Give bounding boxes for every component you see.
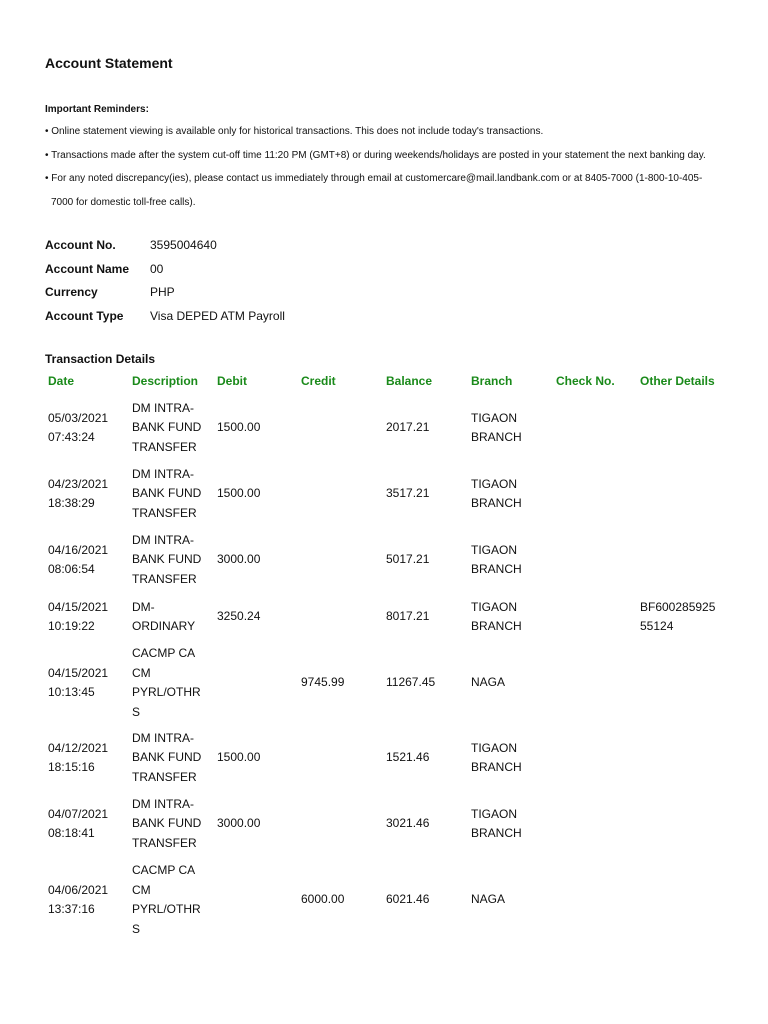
cell-balance	[386, 596, 466, 638]
cell-text: DM INTRA-	[132, 730, 194, 745]
cell-other	[640, 530, 722, 590]
col-header-description: Description	[132, 374, 199, 388]
cell-text: DM INTRA-	[132, 400, 194, 415]
cell-text: 04/23/2021	[48, 476, 109, 491]
cell-date	[48, 644, 128, 722]
cell-text: 10:19:22	[48, 619, 95, 633]
cell-text: S	[132, 921, 141, 936]
cell-check	[556, 398, 636, 458]
cell-text: S	[132, 704, 141, 719]
cell-balance	[386, 728, 466, 788]
cell-balance	[386, 860, 466, 940]
reminders-title: Important Reminders:	[45, 104, 149, 115]
cell-check	[556, 530, 636, 590]
cell-text: 04/07/2021	[48, 806, 109, 821]
account-type-value: Visa DEPED ATM Payroll	[150, 309, 285, 323]
cell-text: TIGAON	[471, 599, 518, 614]
cell-text: TIGAON	[471, 740, 518, 755]
cell-text: DM INTRA-	[132, 466, 194, 481]
table-row	[0, 530, 768, 590]
table-row	[0, 794, 768, 854]
cell-check	[556, 464, 636, 524]
cell-text: BRANCH	[471, 562, 522, 576]
cell-credit	[301, 860, 381, 940]
col-header-branch: Branch	[471, 374, 513, 388]
table-row	[0, 644, 768, 722]
cell-date	[48, 464, 128, 524]
account-name-value: 00	[150, 262, 164, 276]
cell-check	[556, 644, 636, 722]
cell-date	[48, 860, 128, 940]
cell-text: BRANCH	[471, 826, 522, 840]
cell-credit	[301, 728, 381, 788]
cell-text: 11267.45	[386, 675, 436, 690]
cell-other	[640, 794, 722, 854]
cell-text: PYRL/OTHR	[132, 685, 201, 699]
cell-branch	[471, 596, 551, 638]
cell-other	[640, 398, 722, 458]
cell-date	[48, 596, 128, 638]
cell-text: 18:15:16	[48, 760, 95, 774]
cell-text: BANK FUND	[132, 486, 202, 501]
cell-text: TRANSFER	[132, 439, 197, 454]
transaction-details-title: Transaction Details	[45, 352, 156, 366]
account-no-value: 3595004640	[150, 238, 217, 252]
cell-balance	[386, 530, 466, 590]
cell-other	[640, 860, 722, 940]
cell-branch	[471, 860, 551, 940]
cell-text: TRANSFER	[132, 769, 197, 784]
cell-text: 04/12/2021	[48, 740, 109, 755]
cell-text: 3000.00	[217, 552, 261, 567]
account-name-label: Account Name	[45, 262, 130, 276]
reminder-item: • Online statement viewing is available only for historical transactions. This does not include today's transactions.	[45, 126, 544, 137]
account-no-label: Account No.	[45, 238, 116, 252]
cell-date	[48, 794, 128, 854]
cell-text: TIGAON	[471, 542, 518, 557]
cell-check	[556, 794, 636, 854]
cell-text: 1521.46	[386, 750, 430, 765]
cell-desc	[132, 728, 212, 788]
cell-text: BANK FUND	[132, 552, 202, 567]
cell-text: 6021.46	[386, 892, 430, 907]
reminder-item-continuation	[45, 191, 735, 215]
cell-text: 8017.21	[386, 609, 430, 624]
cell-debit	[217, 794, 297, 854]
cell-debit	[217, 530, 297, 590]
cell-debit	[217, 398, 297, 458]
col-header-credit: Credit	[301, 374, 336, 388]
currency-value: PHP	[150, 285, 175, 299]
cell-balance	[386, 794, 466, 854]
cell-branch	[471, 728, 551, 788]
cell-text: NAGA	[471, 675, 506, 690]
cell-text: CACMP CA	[132, 646, 196, 660]
account-type-label: Account Type	[45, 309, 124, 323]
cell-desc	[132, 398, 212, 458]
cell-text: 3000.00	[217, 816, 261, 831]
cell-text: BRANCH	[471, 430, 522, 444]
cell-text: CACMP CA	[132, 863, 196, 877]
cell-other	[640, 728, 722, 788]
cell-balance	[386, 398, 466, 458]
cell-desc	[132, 860, 212, 940]
cell-text: DM INTRA-	[132, 532, 194, 547]
cell-desc	[132, 794, 212, 854]
cell-date	[48, 398, 128, 458]
cell-text: PYRL/OTHR	[132, 902, 201, 916]
cell-credit	[301, 596, 381, 638]
cell-text: 9745.99	[301, 675, 345, 690]
cell-balance	[386, 644, 466, 722]
cell-balance	[386, 464, 466, 524]
cell-check	[556, 596, 636, 638]
cell-text: TRANSFER	[132, 571, 197, 586]
cell-text: TRANSFER	[132, 835, 197, 850]
table-row	[0, 728, 768, 788]
cell-credit	[301, 398, 381, 458]
cell-text: BRANCH	[471, 760, 522, 774]
cell-text: 3021.46	[386, 816, 430, 831]
col-header-balance: Balance	[386, 374, 433, 388]
cell-credit	[301, 464, 381, 524]
cell-credit	[301, 530, 381, 590]
cell-text: CM	[132, 882, 151, 897]
cell-text: BRANCH	[471, 619, 522, 633]
table-row	[0, 596, 768, 638]
cell-text: TIGAON	[471, 410, 518, 425]
col-header-check-no: Check No.	[556, 374, 615, 388]
cell-text: NAGA	[471, 892, 506, 907]
cell-branch	[471, 398, 551, 458]
cell-text: 3517.21	[386, 486, 430, 501]
cell-text: 04/15/2021	[48, 599, 109, 614]
reminder-item: • Transactions made after the system cut-off time 11:20 PM (GMT+8) or during weekends/holidays are posted in your statement the next banking day.	[45, 150, 706, 161]
cell-text: BANK FUND	[132, 420, 202, 435]
cell-text: 04/15/2021	[48, 665, 109, 680]
cell-text: 10:13:45	[48, 685, 95, 699]
cell-debit	[217, 644, 297, 722]
cell-text: DM INTRA-	[132, 796, 194, 811]
col-header-debit: Debit	[217, 374, 247, 388]
cell-text: 55124	[640, 619, 674, 633]
table-row	[0, 398, 768, 458]
cell-text: 08:18:41	[48, 826, 95, 840]
page-title: Account Statement	[45, 55, 173, 71]
cell-branch	[471, 644, 551, 722]
cell-debit	[217, 860, 297, 940]
cell-text: TIGAON	[471, 806, 518, 821]
col-header-other-details: Other Details	[640, 374, 715, 388]
cell-text: 1500.00	[217, 750, 261, 765]
cell-text: TRANSFER	[132, 505, 197, 520]
table-row	[0, 464, 768, 524]
cell-date	[48, 530, 128, 590]
cell-debit	[217, 728, 297, 788]
cell-text: 2017.21	[386, 420, 430, 435]
cell-text: 13:37:16	[48, 902, 95, 916]
cell-check	[556, 728, 636, 788]
cell-text: DM-	[132, 599, 155, 614]
cell-text: 18:38:29	[48, 496, 95, 510]
cell-text: BF600285925	[640, 599, 716, 614]
cell-text: 5017.21	[386, 552, 430, 567]
cell-text: 6000.00	[301, 892, 345, 907]
cell-text: TIGAON	[471, 476, 518, 491]
cell-branch	[471, 464, 551, 524]
currency-label: Currency	[45, 285, 98, 299]
cell-text: BANK FUND	[132, 816, 202, 831]
reminder-item: • For any noted discrepancy(ies), please contact us immediately through email at customercare@mail.landbank.com or at 8405-7000 (1-800-10-405-	[45, 173, 703, 184]
cell-desc	[132, 644, 212, 722]
cell-other	[640, 464, 722, 524]
cell-text: CM	[132, 665, 151, 680]
cell-text: BRANCH	[471, 496, 522, 510]
cell-text: 04/06/2021	[48, 882, 109, 897]
cell-date	[48, 728, 128, 788]
cell-desc	[132, 464, 212, 524]
cell-text: 07:43:24	[48, 430, 95, 444]
reminder-continuation-text: 7000 for domestic toll-free calls).	[51, 197, 196, 208]
cell-text: 1500.00	[217, 420, 261, 435]
cell-text: 08:06:54	[48, 562, 95, 576]
cell-text: 3250.24	[217, 609, 261, 624]
cell-text: 04/16/2021	[48, 542, 109, 557]
col-header-date: Date	[48, 374, 75, 388]
cell-text: 05/03/2021	[48, 410, 109, 425]
table-row	[0, 860, 768, 940]
cell-other	[640, 596, 722, 638]
cell-text: 1500.00	[217, 486, 261, 501]
cell-text: BANK FUND	[132, 750, 202, 765]
cell-credit	[301, 794, 381, 854]
cell-branch	[471, 530, 551, 590]
cell-branch	[471, 794, 551, 854]
cell-check	[556, 860, 636, 940]
cell-debit	[217, 596, 297, 638]
cell-other	[640, 644, 722, 722]
cell-debit	[217, 464, 297, 524]
cell-credit	[301, 644, 381, 722]
cell-text: ORDINARY	[132, 619, 196, 633]
cell-desc	[132, 530, 212, 590]
cell-desc	[132, 596, 212, 638]
